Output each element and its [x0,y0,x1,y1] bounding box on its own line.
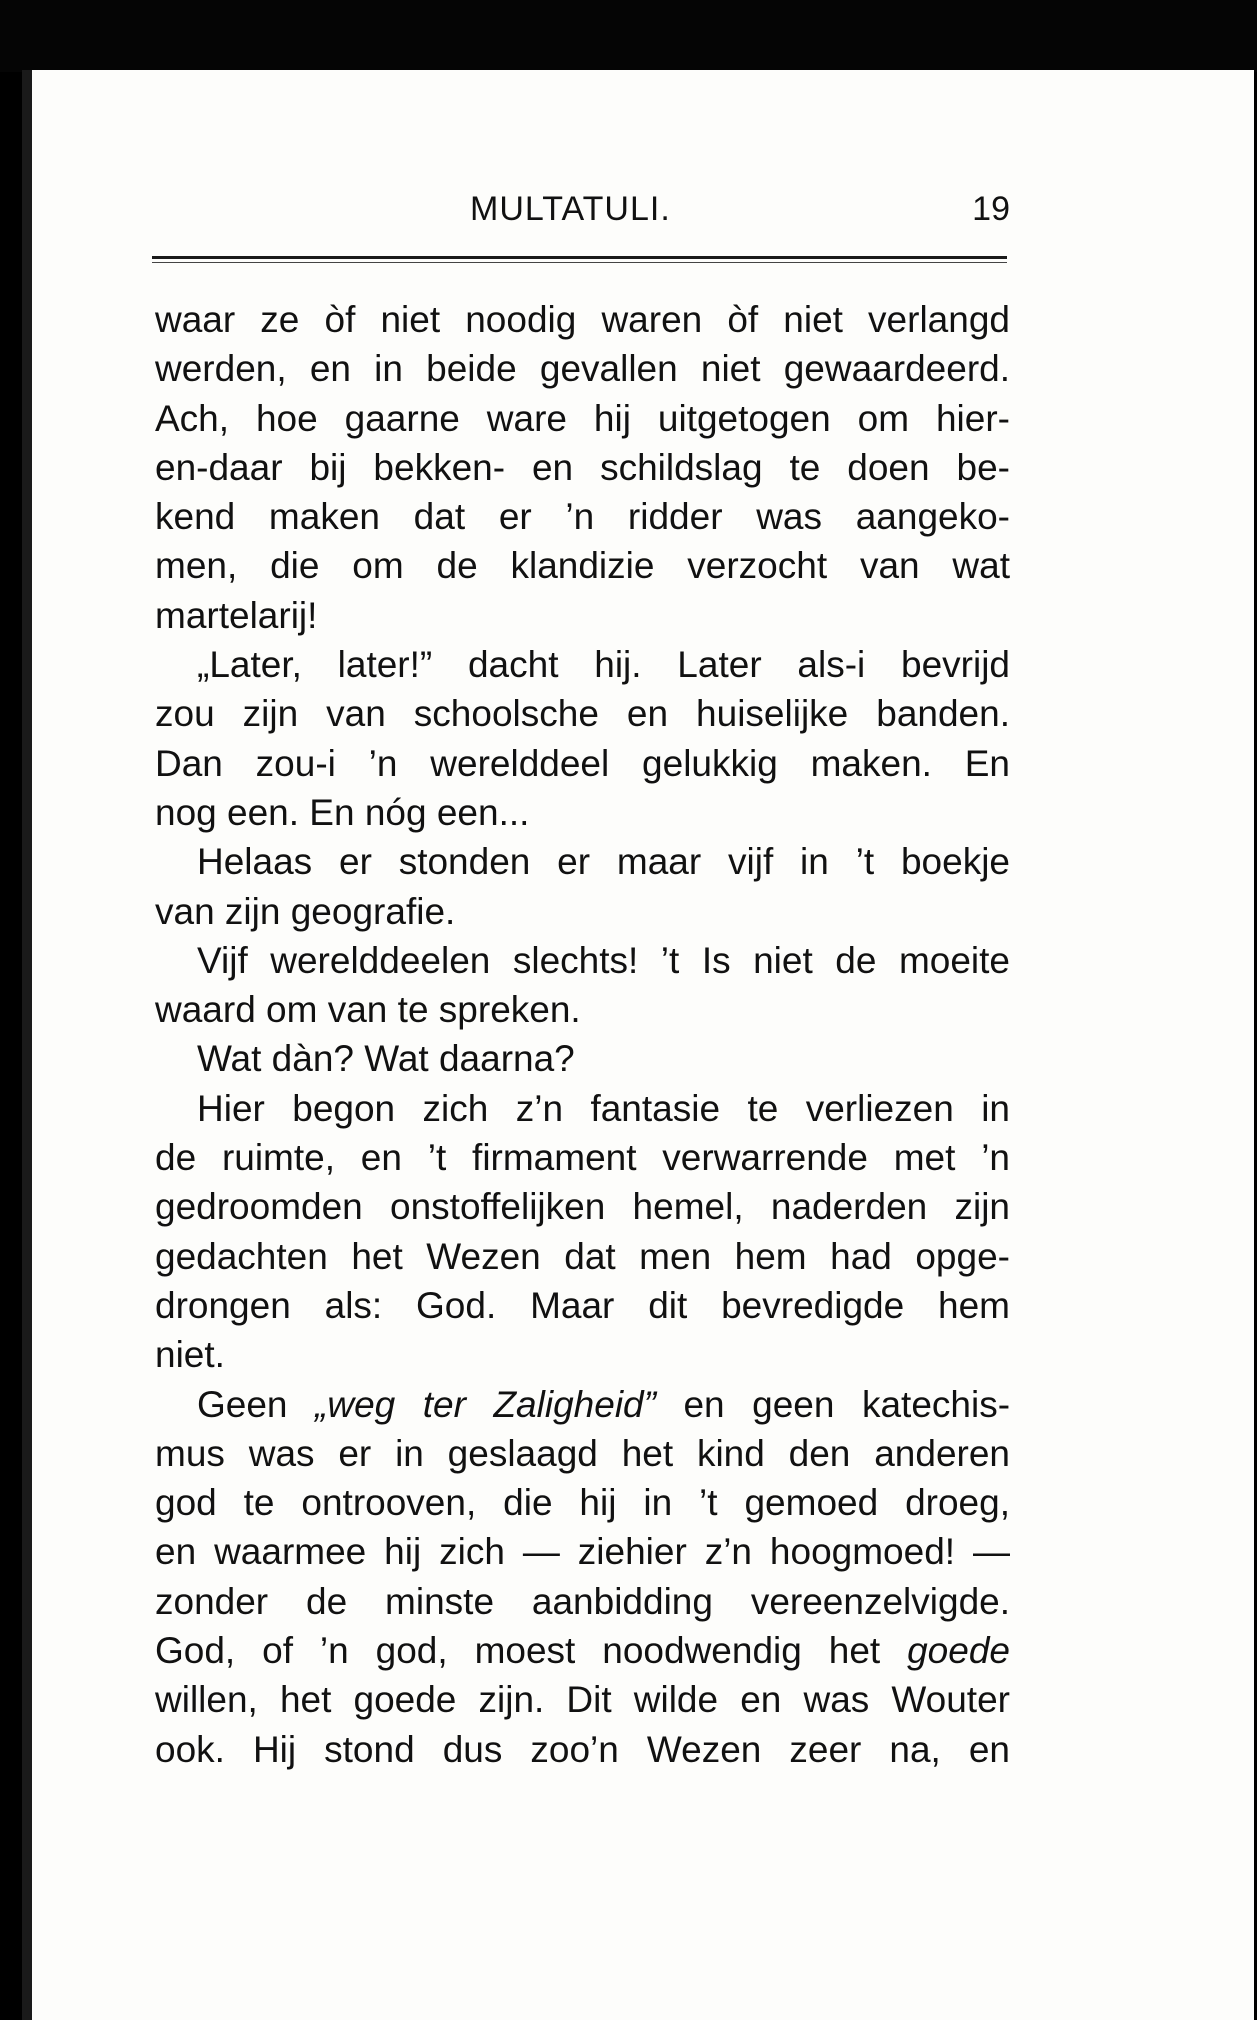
text-line: Dan zou-i ’n werelddeel gelukkig maken. En [155,742,1010,784]
text-line: de ruimte, en ’t firmament verwarrende met ’n [155,1137,1010,1179]
body-text [155,295,1010,1774]
text-line: mus was er in geslaagd het kind den anderen [155,1432,1010,1474]
text-line: ook. Hij stond dus zoo’n Wezen zeer na, en [155,1728,1010,1770]
text-line: gedroomden onstoffelijken hemel, naderden zijn [155,1186,1010,1228]
header-rule-thin [152,262,1007,263]
text-line: Vijf werelddeelen slechts! ’t Is niet de moeite [197,939,1010,981]
text-line: waar ze òf niet noodig waren òf niet verlangd [155,299,1010,340]
text-line: willen, het goede zijn. Dit wilde en was Wouter [155,1679,1010,1721]
text-line: gedachten het Wezen dat men hem had opge- [155,1235,1010,1277]
italic-word: goede [907,1630,1010,1672]
text-line: men, die om de klandizie verzocht van wat [155,545,1010,587]
text-line: Helaas er stonden er maar vijf in ’t boekje [197,841,1010,883]
scan-top-edge [0,0,1257,72]
text-line: Wat dàn? Wat daarna? [197,1038,575,1080]
text-line: god te ontrooven, die hij in ’t gemoed droeg, [155,1482,1010,1524]
page-number: 19 [972,190,1010,228]
text-line: drongen als: God. Maar dit bevredigde hem [155,1284,1010,1326]
text-line: martelarij! [155,594,318,636]
body-lines [155,295,1010,1380]
text-line: Geen „weg ter Zaligheid” en geen katechis- [197,1383,1011,1425]
text-line: nog een. En nóg een... [155,791,530,833]
text-line: en-daar bij bekken- en schildslag te doen be- [155,446,1010,488]
text-line: van zijn geografie. [155,890,456,932]
italic-title: „weg ter Zaligheid” [315,1383,656,1425]
text-line: kend maken dat er ’n ridder was aangeko- [155,496,1010,538]
text-line: niet. [155,1334,225,1376]
running-title: MULTATULI. [470,190,671,228]
text-line: werden, en in beide gevallen niet gewaardeerd. [155,348,1010,390]
text-line: Hier begon zich z’n fantasie te verliezen in [197,1087,1010,1129]
text-line: en waarmee hij zich — ziehier z’n hoogmoed! — [155,1531,1010,1573]
header-rule [152,256,1007,259]
text-line: Ach, hoe gaarne ware hij uitgetogen om hier- [155,397,1010,439]
text-line: waard om van te spreken. [155,989,581,1031]
text-line: God, of ’n god, moest noodwendig het goede [155,1630,1010,1672]
text-line: zou zijn van schoolsche en huiselijke banden. [155,693,1010,735]
text-line: zonder de minste aanbidding vereenzelvigde. [155,1580,1010,1622]
text-line: „Later, later!” dacht hij. Later als-i bevrijd [197,644,1010,686]
page-header [130,190,1010,250]
